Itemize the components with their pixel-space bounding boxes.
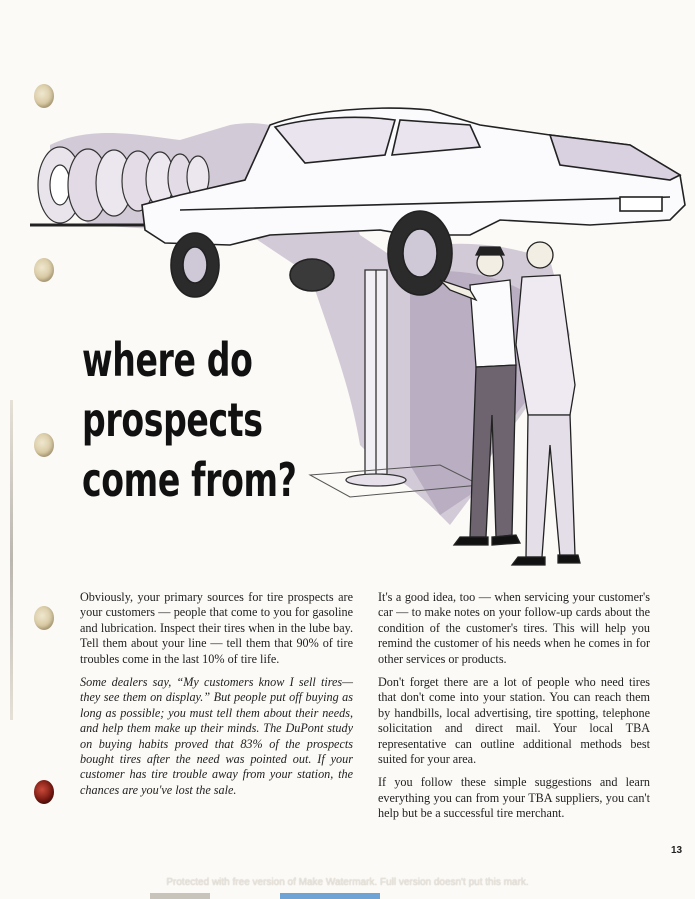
headline: [82, 330, 297, 510]
bottom-scan-strip: [280, 893, 380, 899]
headline-line: come from?: [82, 453, 297, 507]
page-number: 13: [671, 845, 683, 856]
body-column-left: [80, 590, 353, 806]
binder-hole: [34, 606, 54, 630]
bottom-scan-strip: [150, 893, 210, 899]
paragraph: It's a good idea, too — when servicing your customer's car — to make notes on your follow-up cards about the condition of the customer's tires. This will help you remind the customer of his needs when he comes in for other services or products.: [378, 590, 650, 666]
paragraph: Obviously, your primary sources for tire prospects are your customers — people that come to you for gasoline and lubrication. Inspect their tires when in the lube bay. Tell them about your line — tell them that 90% of tire troubles come in the last 10% of tire life.: [80, 590, 353, 666]
paragraph-italic: Some dealers say, “My customers know I sell tires—they see them on display.” But people put off buying as long as possible; you must tell them about their needs, and help them make up their minds. The DuPont study on buying habits proved that 83% of the prospects bought tires after the need was pointed out. If your customer has tire trouble away from your station, the chances are you've lost the sale.: [80, 675, 353, 797]
headline-line: where do: [82, 333, 253, 387]
page-left-edge: [10, 400, 13, 720]
body-column-right: [378, 590, 650, 830]
headline-line: prospects: [82, 393, 263, 447]
watermark-text: Protected with free version of Make Watermark. Full version doesn't put this mark.: [166, 877, 529, 888]
binder-hole: [34, 780, 54, 804]
paragraph: Don't forget there are a lot of people who need tires that don't come into your station. You can reach them by handbills, local advertising, tire spotting, telephone solicitation and direct mail. Your local TBA representative can outline additional methods best suited for your area.: [378, 675, 650, 767]
paragraph: If you follow these simple suggestions and learn everything you can from your TBA suppliers, you can't help but be a successful tire merchant.: [378, 775, 650, 821]
